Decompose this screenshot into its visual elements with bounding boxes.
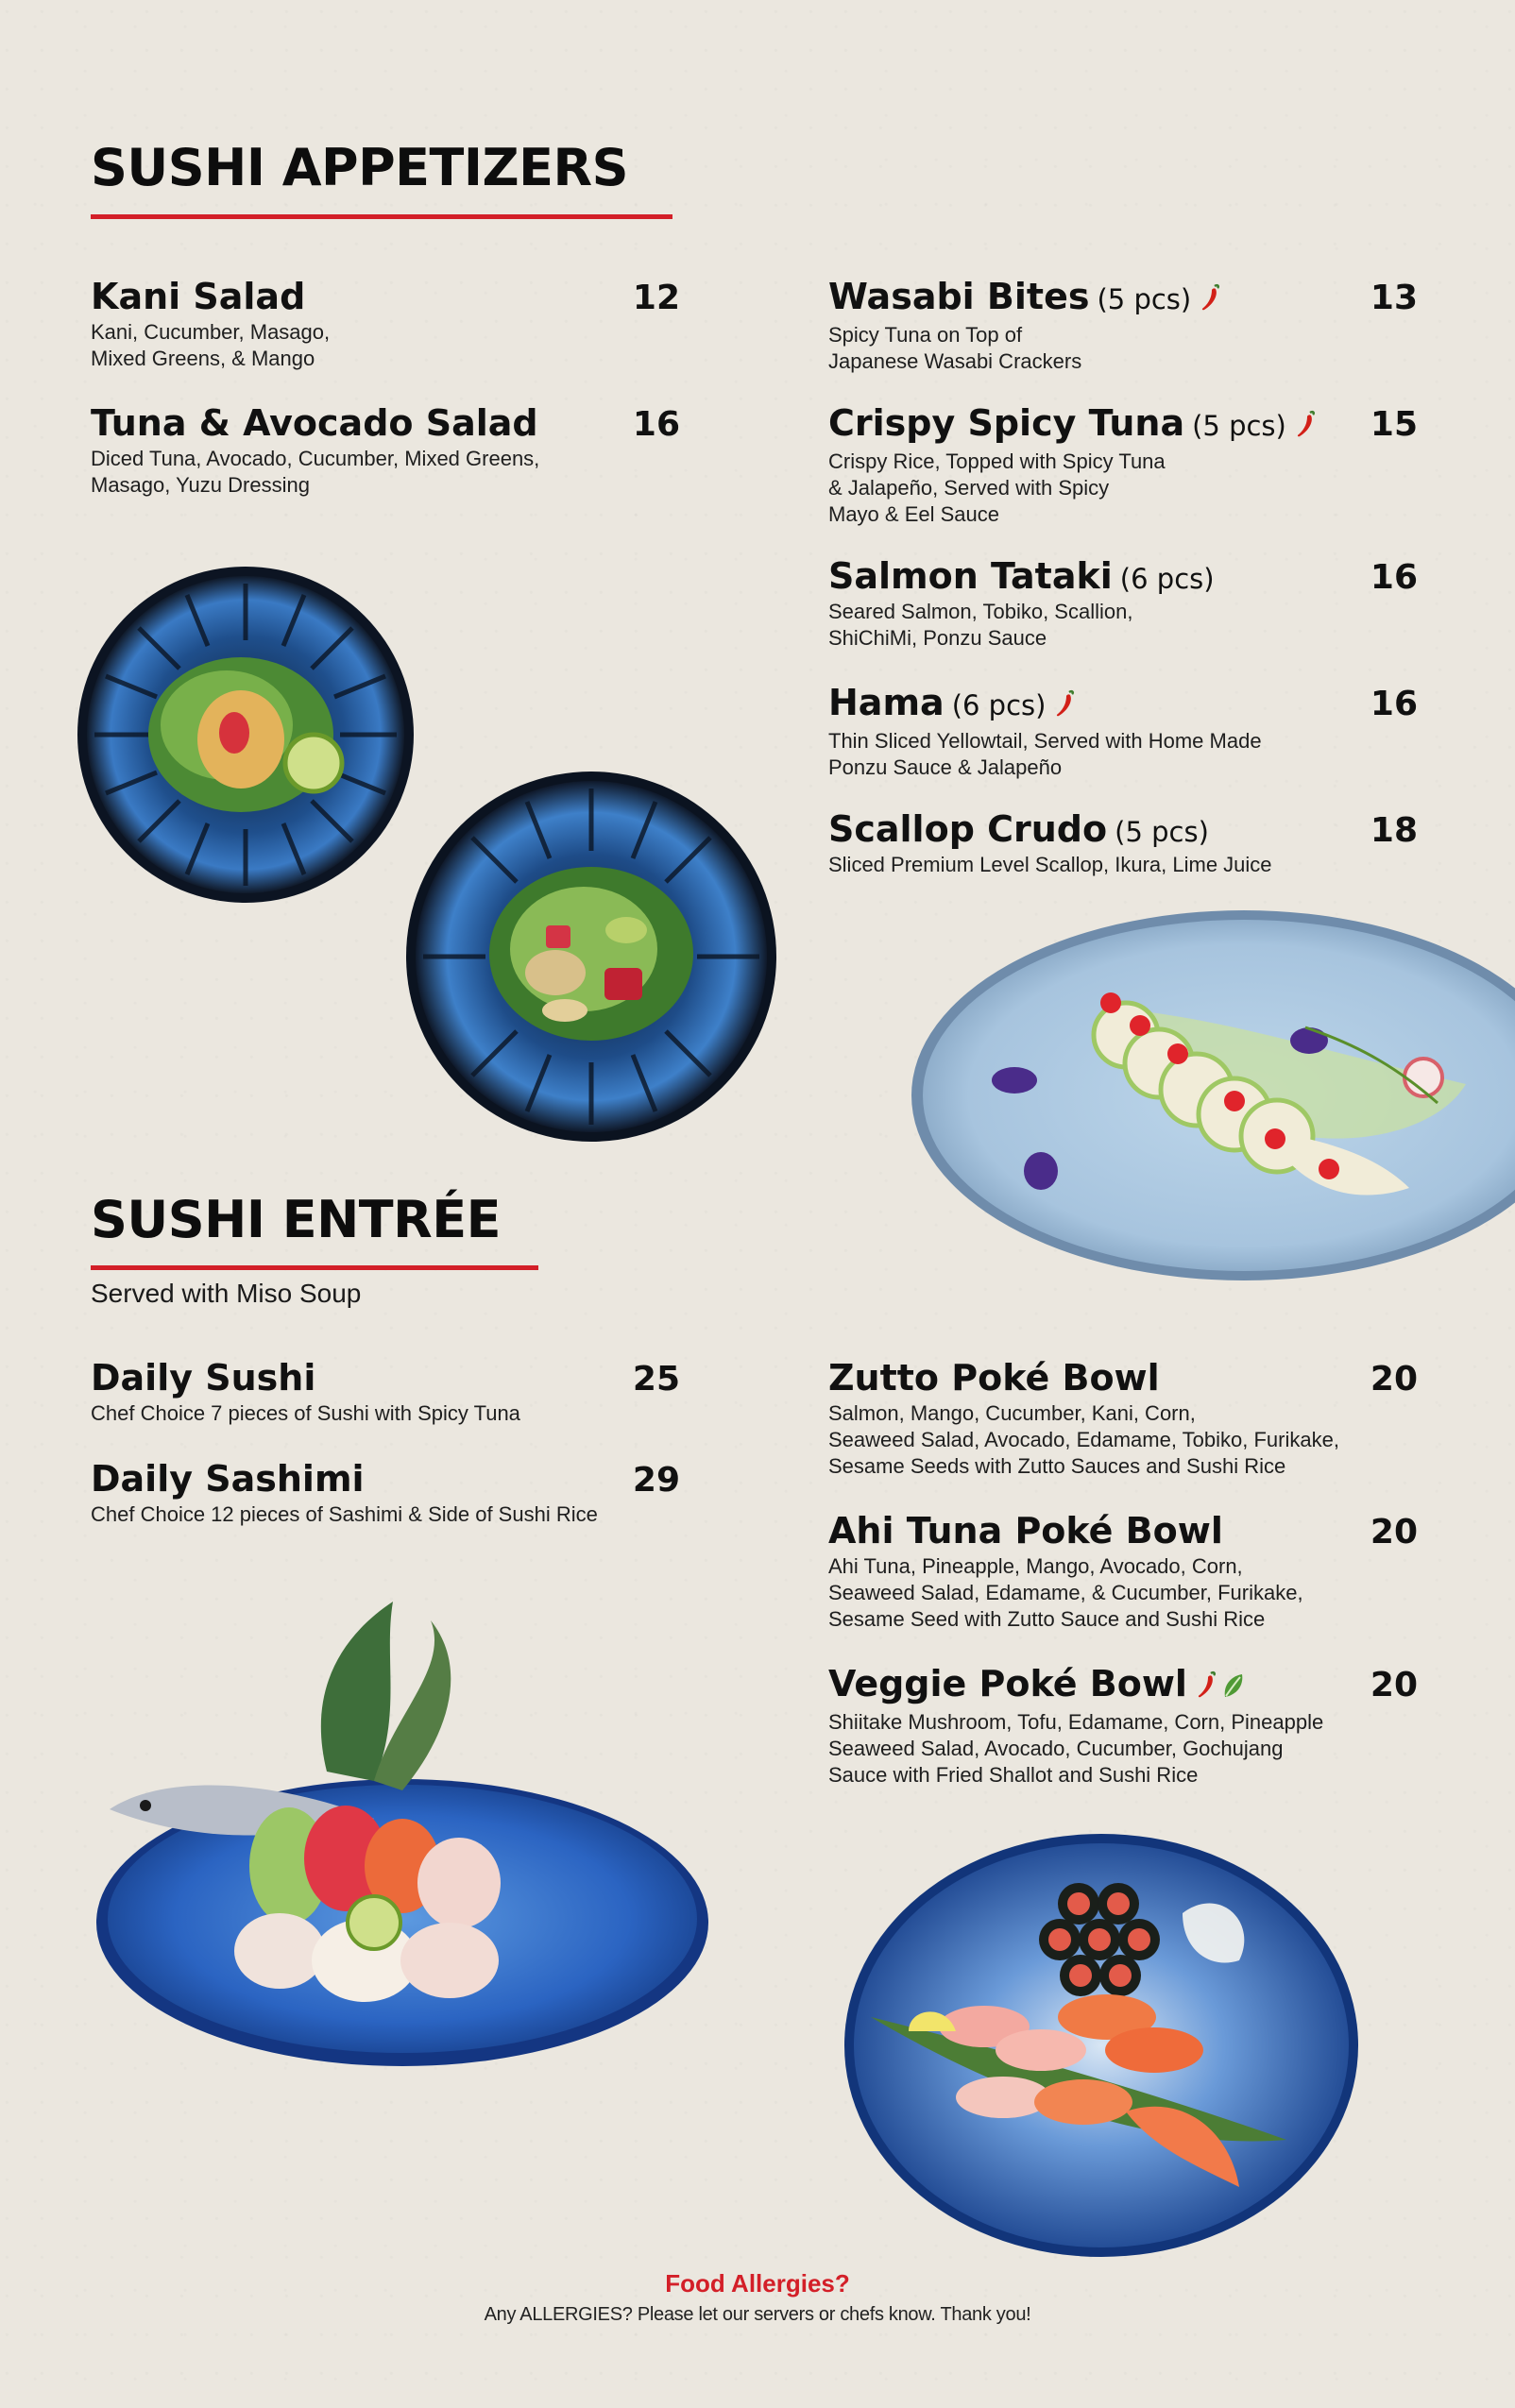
item-description: Sliced Premium Level Scallop, Ikura, Lime Juice: [828, 853, 1272, 876]
item-description: Diced Tuna, Avocado, Cucumber, Mixed Greens, Masago, Yuzu Dressing: [91, 447, 540, 497]
menu-item-veggie-poke-bowl: [828, 1663, 1418, 1789]
item-name: Ahi Tuna Poké Bowl: [828, 1510, 1223, 1552]
item-name: Hama (6 pcs): [828, 682, 1076, 726]
item-pieces: (6 pcs): [1119, 563, 1215, 595]
item-name: Tuna & Avocado Salad: [91, 402, 538, 444]
entree-subtitle: Served with Miso Soup: [91, 1279, 362, 1308]
item-price: 12: [632, 279, 680, 317]
item-price: 13: [1370, 279, 1418, 317]
item-name: Crispy Spicy Tuna (5 pcs): [828, 402, 1317, 447]
item-description: Ahi Tuna, Pineapple, Mango, Avocado, Corn, Seaweed Salad, Edamame, & Cucumber, Furikake, Sesame Seed with Zutto Sauce and Sushi Rice: [828, 1554, 1303, 1631]
item-description: Chef Choice 12 pieces of Sashimi & Side of Sushi Rice: [91, 1502, 598, 1526]
item-pieces: (5 pcs): [1192, 410, 1286, 442]
item-price: 20: [1370, 1360, 1418, 1399]
item-price: 16: [1370, 685, 1418, 723]
chili-pepper-icon: [1200, 279, 1221, 320]
item-pieces: (5 pcs): [1097, 283, 1192, 315]
appetizers-title: SUSHI APPETIZERS: [91, 138, 628, 197]
item-description: Thin Sliced Yellowtail, Served with Home Made Ponzu Sauce & Jalapeño: [828, 728, 1262, 779]
item-price: 16: [632, 405, 680, 444]
chili-pepper-icon: [1055, 685, 1076, 726]
daily-sashimi-photo: [91, 1583, 714, 2093]
item-pieces: (5 pcs): [1115, 816, 1209, 848]
menu-item-crispy-spicy-tuna: [828, 402, 1418, 528]
entree-title: SUSHI ENTRÉE: [91, 1190, 501, 1249]
appetizers-title-underline: [91, 214, 672, 219]
entree-title-underline: [91, 1265, 538, 1270]
item-name: Wasabi Bites (5 pcs): [828, 276, 1221, 320]
item-price: 20: [1370, 1666, 1418, 1704]
tuna-avocado-salad-photo: [404, 770, 778, 1144]
item-price: 15: [1370, 405, 1418, 444]
item-price: 25: [632, 1360, 680, 1399]
item-name: Zutto Poké Bowl: [828, 1357, 1160, 1399]
item-price: 18: [1370, 811, 1418, 850]
chili-pepper-icon: [1197, 1666, 1217, 1707]
menu-item-daily-sushi: [91, 1357, 680, 1427]
item-description: Chef Choice 7 pieces of Sushi with Spicy Tuna: [91, 1401, 520, 1425]
menu-item-kani-salad: [91, 276, 680, 372]
item-name: Salmon Tataki (6 pcs): [828, 555, 1215, 597]
item-name: Kani Salad: [91, 276, 306, 317]
menu-item-salmon-tataki: [828, 555, 1418, 652]
item-name: Daily Sushi: [91, 1357, 316, 1399]
menu-item-daily-sashimi: [91, 1458, 680, 1528]
item-name: Veggie Poké Bowl: [828, 1663, 1246, 1707]
menu-item-wasabi-bites: [828, 276, 1418, 375]
leaf-icon: [1221, 1666, 1246, 1707]
scallop-crudo-photo: [909, 905, 1515, 1284]
allergy-notice-title: Food Allergies?: [665, 2269, 850, 2298]
chili-pepper-icon: [1296, 405, 1317, 447]
item-price: 20: [1370, 1513, 1418, 1552]
item-description: Kani, Cucumber, Masago, Mixed Greens, & Mango: [91, 320, 331, 370]
menu-item-ahi-tuna-poke-bowl: [828, 1510, 1418, 1633]
menu-item-zutto-poke-bowl: [828, 1357, 1418, 1480]
allergy-notice: [0, 2269, 1515, 2326]
item-price: 29: [632, 1461, 680, 1500]
item-price: 16: [1370, 558, 1418, 597]
menu-item-scallop-crudo: [828, 808, 1418, 878]
item-description: Shiitake Mushroom, Tofu, Edamame, Corn, Pineapple Seaweed Salad, Avocado, Cucumber, Gochujang Sauce with Fried Shallot and Sushi Rice: [828, 1709, 1324, 1787]
item-pieces: (6 pcs): [951, 689, 1047, 721]
item-name: Daily Sashimi: [91, 1458, 365, 1500]
allergy-notice-text: Any ALLERGIES? Please let our servers or chefs know. Thank you!: [484, 2304, 1031, 2325]
kani-salad-photo: [76, 565, 416, 905]
item-description: Spicy Tuna on Top of Japanese Wasabi Crackers: [828, 322, 1082, 373]
item-name: Scallop Crudo (5 pcs): [828, 808, 1209, 850]
menu-item-tuna-avocado-salad: [91, 402, 680, 499]
item-description: Salmon, Mango, Cucumber, Kani, Corn, Seaweed Salad, Avocado, Edamame, Tobiko, Furikake, Sesame Seeds with Zutto Sauces and Sushi Rice: [828, 1401, 1339, 1478]
item-description: Seared Salmon, Tobiko, Scallion, ShiChiMi, Ponzu Sauce: [828, 600, 1133, 650]
item-description: Crispy Rice, Topped with Spicy Tuna & Jalapeño, Served with Spicy Mayo & Eel Sauce: [828, 449, 1166, 526]
menu-item-hama: [828, 682, 1418, 781]
daily-sushi-photo: [843, 1828, 1360, 2259]
